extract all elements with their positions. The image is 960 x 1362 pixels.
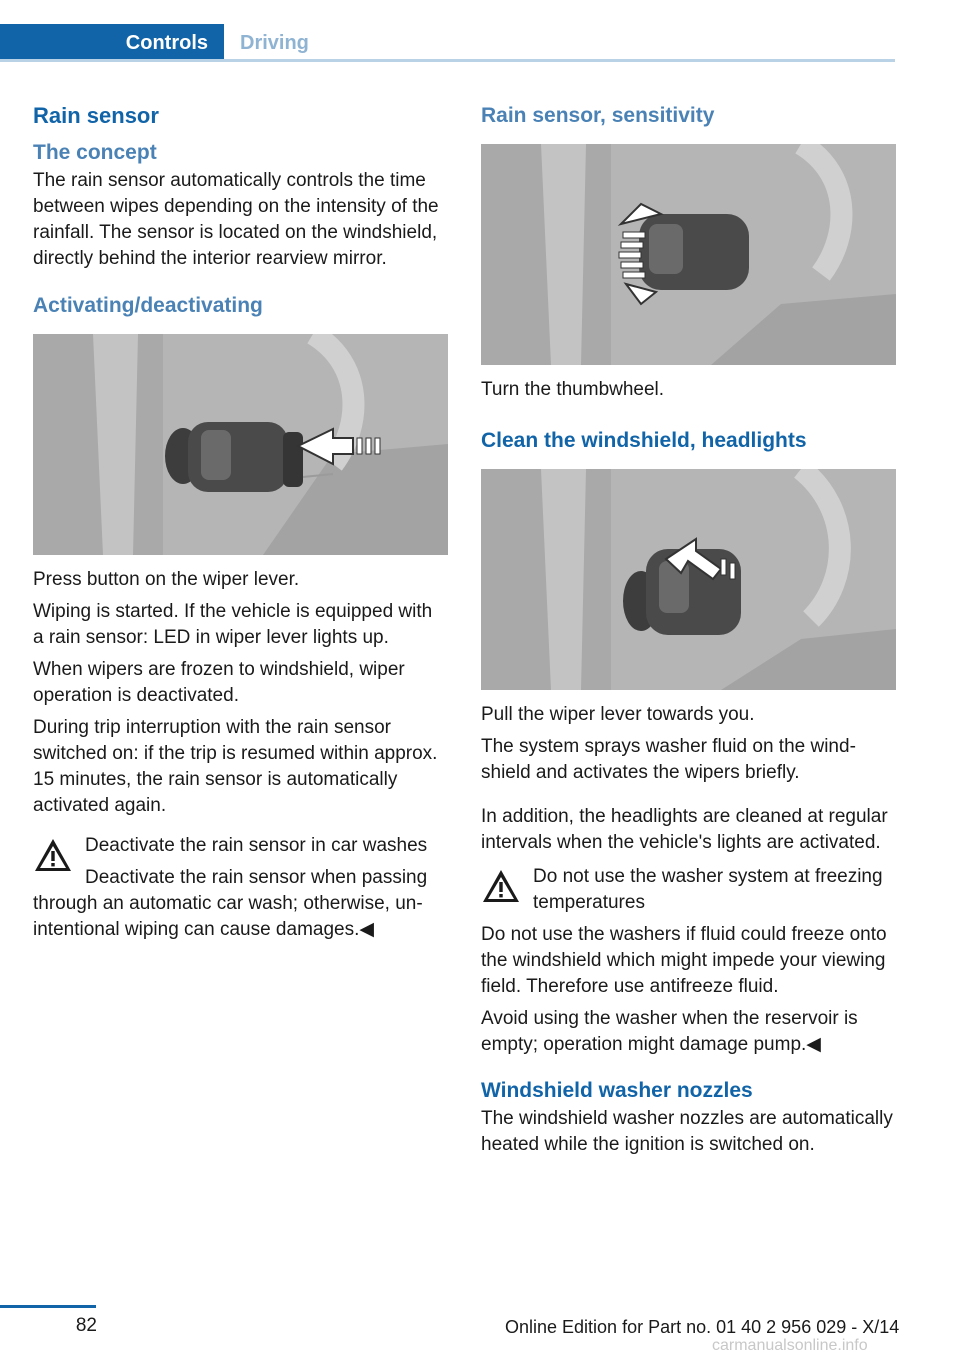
- heading-clean-windshield: Clean the windshield, headlights: [481, 429, 807, 452]
- wiping-text: Wiping is started. If the vehicle is equipped with a rain sensor: LED in wiper lever lights up.: [33, 601, 433, 648]
- pull-text: Pull the wiper lever towards you.: [481, 704, 755, 725]
- warning-triangle-icon: [33, 837, 73, 873]
- tab-controls[interactable]: Controls: [0, 24, 224, 62]
- edition-text: Online Edition for Part no. 01 40 2 956 029 - X/14: [505, 1317, 900, 1337]
- figure-thumbwheel: [481, 144, 896, 365]
- warning-text: Do not use the washers if fluid could freeze onto the windshield which might impede your viewing field. Therefore use antifreeze fluid.: [481, 924, 887, 997]
- figure-pull-lever: [481, 469, 896, 690]
- wiper-lever-illustration: [33, 334, 448, 555]
- pull-lever-illustration: [481, 469, 896, 690]
- warning-triangle-icon: [481, 868, 521, 904]
- warning-title: Do not use the washer system at freezing temperatures: [533, 866, 883, 913]
- thumbwheel-illustration: [481, 144, 896, 365]
- page-header: [0, 24, 895, 62]
- watermark: carmanualsonline.info: [712, 1337, 868, 1354]
- thumbwheel-text: Turn the thumbwheel.: [481, 379, 665, 400]
- warning-text: Deactivate the rain sensor when passing through an automatic car wash; otherwise, unintentional wiping can cause damages.◀: [33, 867, 428, 940]
- reservoir-text: Avoid using the washer when the reservoir is empty; operation might damage pump.◀: [481, 1008, 858, 1055]
- warning-title: Deactivate the rain sensor in car washes: [85, 835, 428, 856]
- left-column: [33, 98, 448, 943]
- right-column: [481, 98, 896, 1158]
- nozzles-text: The windshield washer nozzles are automatically heated while the ignition is switched on.: [481, 1108, 893, 1155]
- warning-car-wash: [33, 833, 448, 943]
- page-number: 82: [75, 1315, 97, 1336]
- section-title-rain-sensor: Rain sensor: [33, 103, 159, 128]
- frozen-text: When wipers are frozen to windshield, wiper operation is deactivated.: [33, 659, 405, 706]
- press-text: Press button on the wiper lever.: [33, 569, 300, 590]
- figure-wiper-button: [33, 334, 448, 555]
- tab-driving[interactable]: Driving: [240, 32, 309, 54]
- concept-text: The rain sensor automatically controls the time between wipes depending on the intensity of the rainfall. The sensor is located on the windshield, directly behind the interior rearview mirror.: [33, 170, 439, 269]
- header-rule: [0, 59, 895, 62]
- heading-activating: Activating/deactivating: [33, 294, 263, 317]
- footer-rule: [0, 1305, 96, 1308]
- heading-the-concept: The concept: [33, 141, 157, 164]
- trip-text: During trip interruption with the rain sensor switched on: if the trip is resumed within approx. 15 minutes, the rain sensor is automatically activated again.: [33, 717, 438, 816]
- heading-washer-nozzles: Windshield washer nozzles: [481, 1079, 753, 1102]
- headlights-text: In addition, the headlights are cleaned at regular intervals when the vehicle's lights are activated.: [481, 806, 888, 853]
- heading-sensitivity: Rain sensor, sensitivity: [481, 104, 715, 127]
- spray-text: The system sprays washer fluid on the windshield and activates the wipers briefly.: [481, 736, 856, 783]
- warning-freezing: [481, 864, 896, 1000]
